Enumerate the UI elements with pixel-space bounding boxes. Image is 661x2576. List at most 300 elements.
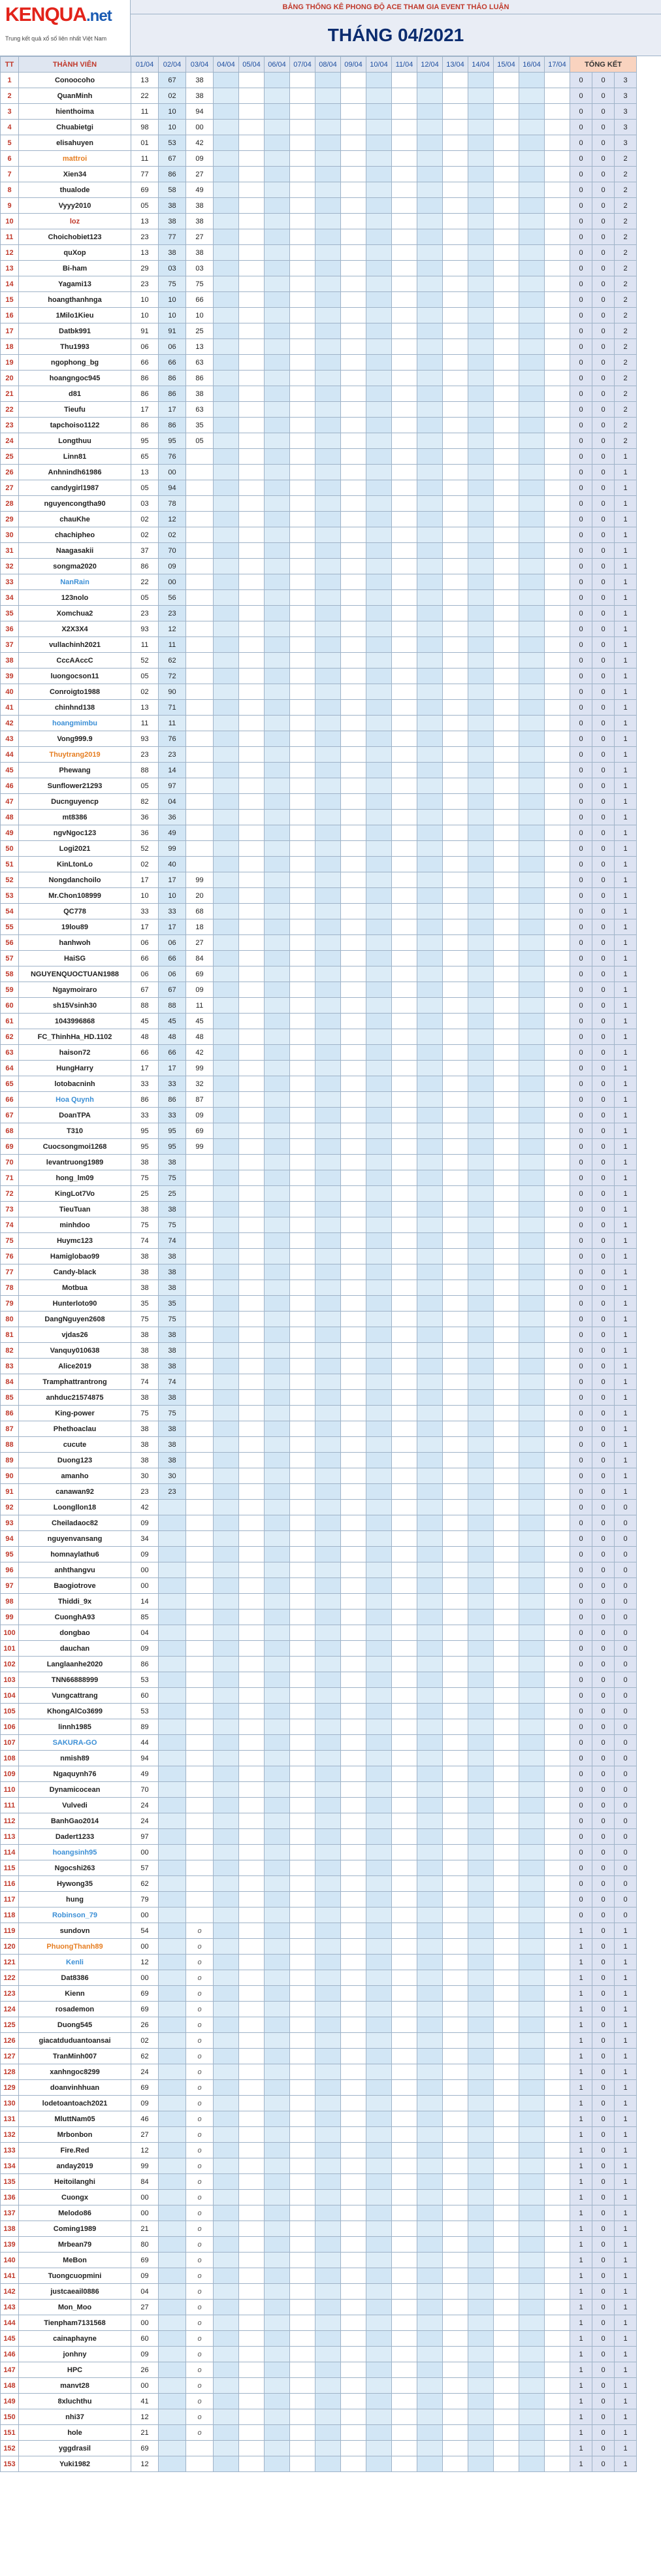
- day-cell: [214, 919, 239, 935]
- day-cell: [494, 1029, 519, 1045]
- table-row: [1, 1735, 637, 1751]
- row-number: 144: [1, 2315, 19, 2331]
- total-cell: 0: [592, 1578, 615, 1594]
- table-body: [1, 73, 637, 2472]
- day-cell: [366, 574, 392, 590]
- day-cell: [214, 1955, 239, 1970]
- day-cell: [290, 245, 315, 261]
- day-cell: [366, 182, 392, 198]
- row-number: 116: [1, 1876, 19, 1892]
- table-row: [1, 951, 637, 966]
- day-cell: [214, 1029, 239, 1045]
- row-number: 77: [1, 1264, 19, 1280]
- day-cell: [494, 2080, 519, 2096]
- day-cell: [315, 355, 341, 371]
- day-cell: [265, 1860, 290, 1876]
- total-cell: 0: [570, 1014, 592, 1029]
- day-cell: [417, 120, 443, 135]
- total-cell: 0: [615, 1892, 637, 1907]
- total-cell: 0: [570, 151, 592, 167]
- total-cell: 0: [615, 1625, 637, 1641]
- total-cell: 0: [570, 433, 592, 449]
- day-cell: [392, 2158, 417, 2174]
- day-cell: [392, 1374, 417, 1390]
- day-cell: [494, 2017, 519, 2033]
- day-cell: 95: [159, 1123, 186, 1139]
- day-cell: [545, 1406, 570, 1421]
- day-cell: [494, 1986, 519, 2002]
- day-cell: [392, 747, 417, 763]
- total-cell: 0: [592, 1202, 615, 1217]
- day-cell: [366, 2237, 392, 2253]
- table-row: [1, 104, 637, 120]
- day-cell: [239, 2425, 265, 2441]
- day-cell: 38: [131, 1202, 159, 1217]
- table-row: [1, 229, 637, 245]
- day-cell: [443, 1892, 468, 1907]
- day-cell: [519, 1860, 545, 1876]
- total-cell: 1: [615, 2002, 637, 2017]
- day-cell: [417, 73, 443, 88]
- day-cell: [417, 1468, 443, 1484]
- day-cell: [159, 1876, 186, 1892]
- day-cell: [417, 527, 443, 543]
- total-cell: 0: [570, 1468, 592, 1484]
- day-cell: [494, 418, 519, 433]
- day-cell: [519, 1014, 545, 1029]
- total-cell: 0: [592, 1014, 615, 1029]
- member-name: T310: [19, 1123, 131, 1139]
- day-cell: [494, 151, 519, 167]
- total-cell: 0: [570, 1202, 592, 1217]
- day-cell: [417, 700, 443, 716]
- day-cell: [519, 2190, 545, 2205]
- day-cell: [366, 214, 392, 229]
- day-cell: [265, 1249, 290, 1264]
- day-cell: [341, 1249, 366, 1264]
- day-cell: [545, 2049, 570, 2064]
- total-cell: 1: [615, 872, 637, 888]
- day-cell: [315, 684, 341, 700]
- total-cell: 1: [570, 2080, 592, 2096]
- day-cell: [239, 1907, 265, 1923]
- day-cell: [265, 888, 290, 904]
- day-cell: [468, 1312, 494, 1327]
- day-cell: [265, 2315, 290, 2331]
- day-cell: [519, 1923, 545, 1939]
- day-cell: 29: [131, 261, 159, 276]
- day-cell: [315, 1641, 341, 1657]
- day-cell: [468, 1296, 494, 1312]
- day-cell: [519, 1327, 545, 1343]
- day-cell: [545, 1672, 570, 1688]
- total-cell: 0: [570, 1029, 592, 1045]
- day-cell: [315, 2268, 341, 2284]
- day-cell: [545, 512, 570, 527]
- row-number: 45: [1, 763, 19, 778]
- day-cell: [366, 1374, 392, 1390]
- day-cell: [341, 1170, 366, 1186]
- day-cell: [315, 872, 341, 888]
- day-cell: [392, 700, 417, 716]
- day-cell: [214, 1061, 239, 1076]
- day-cell: [443, 2394, 468, 2409]
- day-cell: [366, 198, 392, 214]
- day-cell: [519, 1735, 545, 1751]
- day-cell: o: [186, 2143, 214, 2158]
- total-cell: 0: [592, 1610, 615, 1625]
- day-cell: [214, 2378, 239, 2394]
- day-cell: [290, 2205, 315, 2221]
- day-cell: [290, 1437, 315, 1453]
- day-cell: [239, 2268, 265, 2284]
- day-cell: [494, 1672, 519, 1688]
- day-cell: [186, 653, 214, 669]
- day-cell: [545, 1421, 570, 1437]
- total-cell: 0: [592, 1484, 615, 1500]
- day-cell: [468, 1955, 494, 1970]
- day-cell: [239, 606, 265, 621]
- day-cell: [214, 1531, 239, 1547]
- day-cell: [468, 904, 494, 919]
- day-cell: [443, 433, 468, 449]
- day-cell: [545, 1845, 570, 1860]
- day-cell: 62: [159, 653, 186, 669]
- day-cell: [315, 120, 341, 135]
- day-cell: 71: [159, 700, 186, 716]
- day-cell: [392, 1892, 417, 1907]
- day-cell: [545, 1170, 570, 1186]
- day-cell: [468, 669, 494, 684]
- day-cell: [290, 261, 315, 276]
- row-number: 53: [1, 888, 19, 904]
- table-row: [1, 276, 637, 292]
- day-cell: [468, 1484, 494, 1500]
- row-number: 130: [1, 2096, 19, 2111]
- day-cell: [366, 1860, 392, 1876]
- day-cell: [392, 1327, 417, 1343]
- day-cell: [494, 810, 519, 825]
- day-cell: [494, 512, 519, 527]
- day-cell: [443, 465, 468, 480]
- day-cell: [341, 747, 366, 763]
- table-row: [1, 2158, 637, 2174]
- member-name: Kenli: [19, 1955, 131, 1970]
- day-cell: [214, 653, 239, 669]
- day-cell: [265, 386, 290, 402]
- day-cell: [265, 1170, 290, 1186]
- day-cell: [265, 1484, 290, 1500]
- day-cell: [341, 1594, 366, 1610]
- day-cell: [366, 857, 392, 872]
- total-cell: 2: [615, 229, 637, 245]
- day-cell: [494, 167, 519, 182]
- day-cell: [545, 182, 570, 198]
- row-number: 115: [1, 1860, 19, 1876]
- day-cell: [468, 2143, 494, 2158]
- total-cell: 0: [615, 1531, 637, 1547]
- day-cell: [417, 418, 443, 433]
- day-cell: [366, 1202, 392, 1217]
- total-cell: 0: [592, 1876, 615, 1892]
- table-row: [1, 449, 637, 465]
- day-cell: [239, 794, 265, 810]
- day-cell: [265, 951, 290, 966]
- day-cell: 33: [131, 1076, 159, 1092]
- day-cell: 38: [131, 1280, 159, 1296]
- total-cell: 1: [615, 1970, 637, 1986]
- day-cell: [341, 1688, 366, 1704]
- day-cell: [392, 2362, 417, 2378]
- total-cell: 0: [570, 1500, 592, 1515]
- day-cell: [239, 951, 265, 966]
- day-cell: 06: [159, 935, 186, 951]
- row-number: 57: [1, 951, 19, 966]
- day-cell: [341, 1029, 366, 1045]
- total-cell: 1: [615, 2143, 637, 2158]
- day-cell: [159, 1798, 186, 1813]
- member-name: hienthoima: [19, 104, 131, 120]
- day-cell: [214, 1484, 239, 1500]
- day-cell: [443, 1860, 468, 1876]
- day-cell: [239, 1845, 265, 1860]
- total-cell: 0: [570, 1406, 592, 1421]
- day-cell: [341, 1374, 366, 1390]
- day-cell: [494, 1092, 519, 1108]
- day-cell: [239, 1092, 265, 1108]
- day-cell: 45: [131, 1014, 159, 1029]
- table-row: [1, 135, 637, 151]
- day-cell: [366, 371, 392, 386]
- day-cell: 38: [186, 214, 214, 229]
- day-cell: [265, 1280, 290, 1296]
- day-cell: 38: [159, 1453, 186, 1468]
- day-cell: [159, 1892, 186, 1907]
- day-cell: [545, 292, 570, 308]
- row-number: 74: [1, 1217, 19, 1233]
- day-cell: [265, 2221, 290, 2237]
- total-cell: 0: [570, 1327, 592, 1343]
- row-number: 9: [1, 198, 19, 214]
- day-cell: [341, 355, 366, 371]
- day-cell: [214, 2002, 239, 2017]
- row-number: 88: [1, 1437, 19, 1453]
- day-cell: [214, 355, 239, 371]
- day-cell: [519, 1845, 545, 1860]
- total-cell: 0: [592, 88, 615, 104]
- member-name: HungHarry: [19, 1061, 131, 1076]
- table-row: [1, 1751, 637, 1766]
- day-cell: [239, 214, 265, 229]
- day-cell: [392, 339, 417, 355]
- day-cell: [186, 2441, 214, 2456]
- day-cell: [214, 1798, 239, 1813]
- day-cell: [315, 1829, 341, 1845]
- day-cell: [545, 2409, 570, 2425]
- day-cell: 17: [159, 1061, 186, 1076]
- member-name: Fire.Red: [19, 2143, 131, 2158]
- day-cell: [443, 1170, 468, 1186]
- day-cell: [239, 590, 265, 606]
- day-cell: [265, 182, 290, 198]
- total-cell: 0: [592, 2158, 615, 2174]
- day-cell: [443, 2347, 468, 2362]
- day-cell: [545, 574, 570, 590]
- day-cell: [366, 621, 392, 637]
- day-cell: [265, 1468, 290, 1484]
- day-cell: [341, 1045, 366, 1061]
- row-number: 128: [1, 2064, 19, 2080]
- total-cell: 1: [615, 1280, 637, 1296]
- day-cell: [392, 951, 417, 966]
- day-cell: [468, 810, 494, 825]
- day-cell: [417, 637, 443, 653]
- day-cell: [265, 1343, 290, 1359]
- day-cell: [519, 1688, 545, 1704]
- day-cell: [239, 1484, 265, 1500]
- day-cell: 70: [159, 543, 186, 559]
- row-number: 133: [1, 2143, 19, 2158]
- total-cell: 2: [615, 418, 637, 433]
- day-cell: [468, 1970, 494, 1986]
- day-cell: [214, 904, 239, 919]
- day-cell: [417, 198, 443, 214]
- day-cell: [239, 1217, 265, 1233]
- day-cell: [290, 1108, 315, 1123]
- day-cell: [392, 966, 417, 982]
- total-cell: 1: [615, 1327, 637, 1343]
- day-cell: [186, 1515, 214, 1531]
- day-cell: [265, 73, 290, 88]
- day-cell: [417, 1139, 443, 1155]
- day-cell: [239, 1688, 265, 1704]
- day-cell: [265, 2300, 290, 2315]
- day-cell: [494, 574, 519, 590]
- day-cell: [366, 1217, 392, 1233]
- day-cell: 11: [131, 104, 159, 120]
- table-row: [1, 794, 637, 810]
- day-cell: [315, 1782, 341, 1798]
- day-cell: 77: [159, 229, 186, 245]
- day-cell: [519, 1280, 545, 1296]
- day-cell: [519, 2096, 545, 2111]
- day-cell: [290, 1092, 315, 1108]
- day-cell: [366, 1437, 392, 1453]
- day-cell: [392, 1280, 417, 1296]
- day-cell: [290, 888, 315, 904]
- day-cell: [159, 1813, 186, 1829]
- row-number: 89: [1, 1453, 19, 1468]
- member-name: PhuongThanh89: [19, 1939, 131, 1955]
- day-cell: [290, 1249, 315, 1264]
- day-cell: [239, 1594, 265, 1610]
- day-cell: [214, 308, 239, 323]
- total-cell: 0: [570, 1782, 592, 1798]
- day-cell: [417, 2143, 443, 2158]
- day-cell: [443, 1186, 468, 1202]
- day-cell: [214, 731, 239, 747]
- day-cell: [519, 1766, 545, 1782]
- total-cell: 0: [615, 1907, 637, 1923]
- total-cell: 0: [570, 1531, 592, 1547]
- total-cell: 0: [615, 1860, 637, 1876]
- total-cell: 0: [570, 669, 592, 684]
- total-cell: 2: [615, 339, 637, 355]
- day-cell: [239, 2456, 265, 2472]
- day-cell: [290, 308, 315, 323]
- row-number: 104: [1, 1688, 19, 1704]
- day-cell: [214, 1594, 239, 1610]
- day-cell: [265, 857, 290, 872]
- day-cell: [468, 2174, 494, 2190]
- day-cell: [290, 1970, 315, 1986]
- table-row: [1, 684, 637, 700]
- day-cell: [159, 1547, 186, 1562]
- day-cell: [392, 1453, 417, 1468]
- day-cell: [519, 2143, 545, 2158]
- row-number: 134: [1, 2158, 19, 2174]
- member-name: Hywong35: [19, 1876, 131, 1892]
- day-cell: [315, 1515, 341, 1531]
- total-cell: 0: [592, 2111, 615, 2127]
- day-cell: [366, 1907, 392, 1923]
- day-cell: [214, 2425, 239, 2441]
- day-cell: 48: [159, 1029, 186, 1045]
- total-cell: 2: [615, 402, 637, 418]
- day-cell: [315, 1343, 341, 1359]
- day-cell: [392, 1045, 417, 1061]
- member-name: Logi2021: [19, 841, 131, 857]
- day-cell: [265, 778, 290, 794]
- day-cell: [519, 1531, 545, 1547]
- day-cell: 44: [131, 1735, 159, 1751]
- total-cell: 0: [615, 1657, 637, 1672]
- day-cell: [392, 684, 417, 700]
- day-cell: [519, 904, 545, 919]
- day-cell: [417, 402, 443, 418]
- day-cell: [417, 261, 443, 276]
- day-cell: [239, 653, 265, 669]
- day-cell: [341, 1672, 366, 1688]
- day-cell: 00: [186, 120, 214, 135]
- row-number: 46: [1, 778, 19, 794]
- total-cell: 0: [570, 386, 592, 402]
- day-cell: [265, 2158, 290, 2174]
- day-cell: [519, 1798, 545, 1813]
- member-name: anhduc21574875: [19, 1390, 131, 1406]
- day-cell: [186, 1484, 214, 1500]
- day-cell: [494, 559, 519, 574]
- day-cell: 53: [131, 1672, 159, 1688]
- total-cell: 0: [592, 2284, 615, 2300]
- member-name: hole: [19, 2425, 131, 2441]
- day-cell: [494, 198, 519, 214]
- total-cell: 1: [615, 966, 637, 982]
- day-cell: [214, 151, 239, 167]
- day-cell: [392, 2237, 417, 2253]
- day-cell: [545, 1155, 570, 1170]
- logo-brand-a: KEN: [5, 4, 45, 25]
- day-cell: 38: [159, 1249, 186, 1264]
- day-cell: [417, 1061, 443, 1076]
- table-row: [1, 1704, 637, 1719]
- day-cell: [214, 1014, 239, 1029]
- day-cell: 94: [186, 104, 214, 120]
- day-cell: [519, 1170, 545, 1186]
- total-cell: 0: [592, 1798, 615, 1813]
- day-cell: [214, 245, 239, 261]
- table-row: [1, 841, 637, 857]
